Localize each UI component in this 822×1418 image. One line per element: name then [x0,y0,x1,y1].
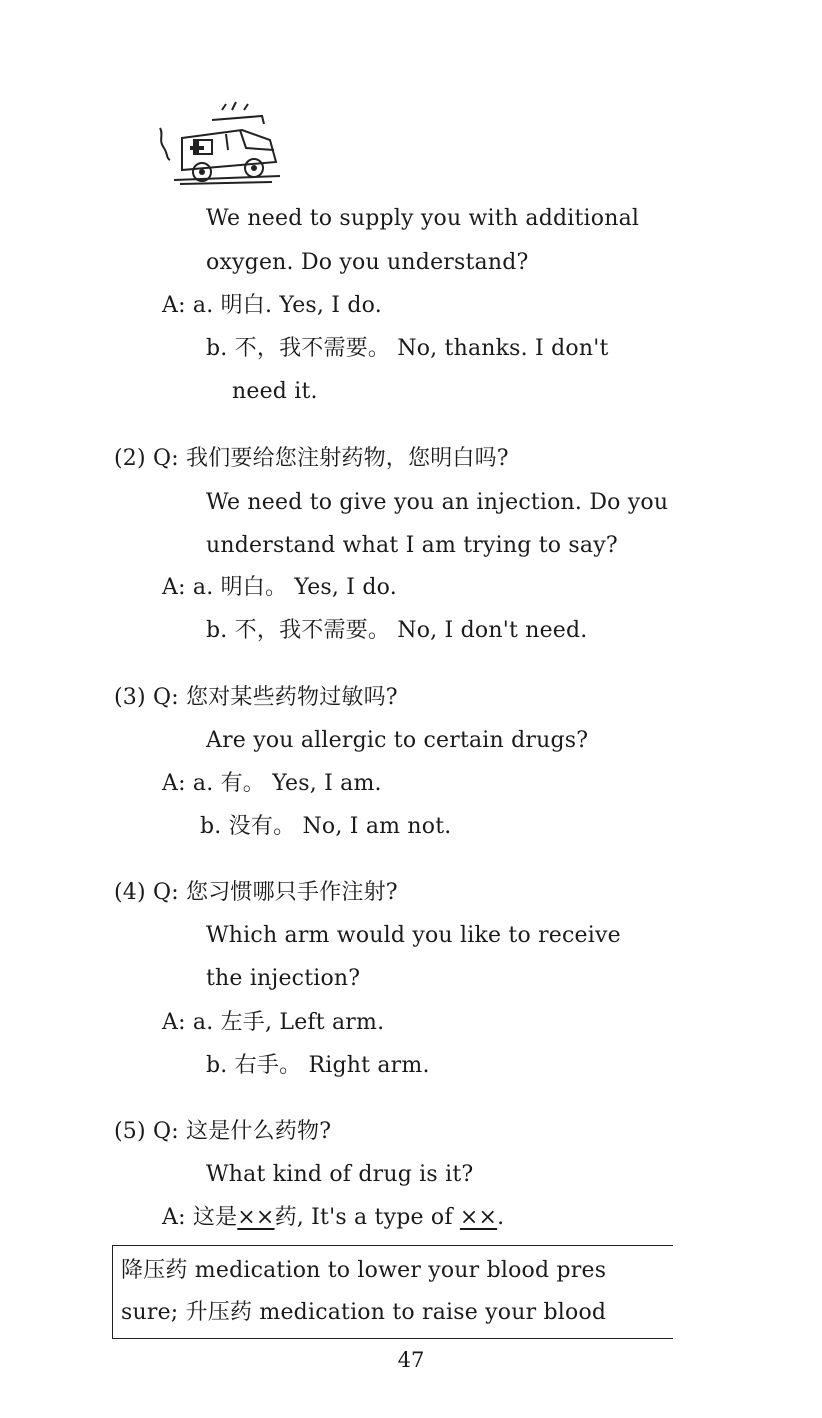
question-2-english-line-1: We need to give you an injection. Do you [206,490,669,515]
answer-5-blank-english: ×× [459,1205,498,1230]
answer-5-blank-chinese: ×× [237,1205,275,1230]
note-box [112,1245,673,1339]
question-5-chinese: (5) Q: 这是什么药物? [114,1119,332,1144]
answer-2b: b. 不，我不需要。 No, I don't need. [206,618,588,643]
answer-5-suffix: . [497,1205,505,1230]
answer-1b-continued: need it. [232,379,318,404]
note-line-2: sure; 升压药 medication to raise your blood [121,1300,607,1325]
note-line-1: 降压药 medication to lower your blood pres [121,1258,607,1283]
question-1-english-line-2: oxygen. Do you understand? [206,250,529,275]
question-4-chinese: (4) Q: 您习惯哪只手作注射? [114,880,398,905]
question-2-chinese: (2) Q: 我们要给您注射药物，您明白吗? [114,446,509,471]
question-3-chinese: (3) Q: 您对某些药物过敏吗? [114,685,398,710]
page-number: 47 [397,1348,425,1372]
answer-1a: A: a. 明白. Yes, I do. [162,293,382,318]
question-5-english: What kind of drug is it? [206,1162,474,1187]
answer-3a: A: a. 有。 Yes, I am. [162,771,382,796]
question-4-english-line-1: Which arm would you like to receive [206,923,621,948]
answer-2a: A: a. 明白。 Yes, I do. [162,575,397,600]
answer-4a: A: a. 左手, Left arm. [162,1010,385,1035]
ambulance-icon [152,100,284,192]
answer-4b: b. 右手。 Right arm. [206,1053,430,1078]
answer-5-prefix: A: 这是 [162,1205,238,1230]
question-4-english-line-2: the injection? [206,966,361,991]
answer-3b: b. 没有。 No, I am not. [200,814,452,839]
answer-1b: b. 不，我不需要。 No, thanks. I don't [206,336,609,361]
answer-5-middle: 药, It's a type of [274,1205,460,1230]
question-3-english: Are you allergic to certain drugs? [206,728,589,753]
question-1-english-line-1: We need to supply you with additional [206,206,640,231]
answer-5 [162,1203,504,1233]
question-2-english-line-2: understand what I am trying to say? [206,533,618,558]
